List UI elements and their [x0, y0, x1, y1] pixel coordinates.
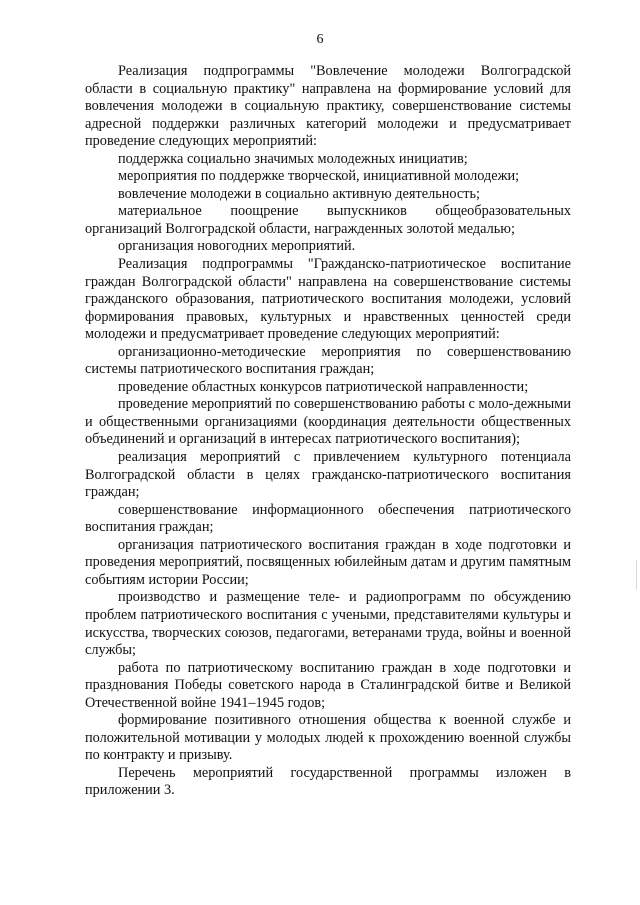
paragraph-youth-subprogram-intro: Реализация подпрограммы "Вовлечение молодежи Волгоградской области в социальную практику" направлена на формирование условий для вовлечения молодежи в социальную практику, совершенствование системы адресной поддержки различных категорий молодежи и предусматривает проведение следующих мероприятий:	[85, 63, 571, 150]
list-item-cultural-potential: реализация мероприятий с привлечением культурного потенциала Волгоградской области в целях гражданско-патриотического воспитания граждан;	[85, 449, 571, 501]
list-item-youth-initiatives: поддержка социально значимых молодежных инициатив;	[118, 150, 468, 167]
list-item-graduate-encouragement: материальное поощрение выпускников общеобразовательных организаций Волгоградской области, награжденных золотой медалью;	[85, 203, 571, 237]
list-item-information-support: совершенствование информационного обеспечения патриотического воспитания граждан;	[85, 501, 571, 536]
list-item-tv-radio-programs: производство и размещение теле- и радиопрограмм по обсуждению проблем патриотического воспитания с учеными, представителями культуры и искусства, творческих союзов, педагогами, ветеранами труда, войны и военной службы;	[85, 589, 571, 659]
list-item-military-service: формирование позитивного отношения общества к военной службе и положительной мотивации у молодых людей к прохождению военной службы по контракту и призыву.	[85, 712, 571, 764]
paragraph-appendix-reference: Перечень мероприятий государственной программы изложен в приложении 3.	[85, 764, 571, 799]
list-item-memorial-events: организация патриотического воспитания граждан в ходе подготовки и проведения мероприятий, посвященных юбилейным датам и другим памятным событиям истории России;	[85, 536, 571, 588]
list-item-new-year-events: организация новогодних мероприятий.	[118, 238, 356, 255]
list-item-methodical-events: организационно-методические мероприятия по совершенствованию системы патриотического воспитания граждан;	[85, 343, 571, 378]
scan-edge-mark	[636, 560, 637, 590]
page-number: 6	[316, 32, 324, 47]
document-body	[85, 63, 571, 800]
list-item-regional-contests: проведение областных конкурсов патриотической направленности;	[118, 378, 529, 395]
list-item-creative-youth: мероприятия по поддержке творческой, инициативной молодежи;	[118, 168, 520, 185]
list-item-social-activity: вовлечение молодежи в социально активную деятельность;	[118, 185, 480, 202]
list-item-stalingrad-victory: работа по патриотическому воспитанию граждан в ходе подготовки и празднования Победы советского народа в Сталинградской битве и Великой Отечественной войне 1941–1945 годов;	[85, 659, 571, 711]
list-item-youth-organizations: проведение мероприятий по совершенствованию работы с моло-дежными и общественными организациями (координация деятельности общественных объединений и организаций в интересах патриотического воспитания);	[85, 396, 571, 448]
paragraph-patriotic-subprogram-intro: Реализация подпрограммы "Гражданско-патриотическое воспитание граждан Волгоградской области" направлена на совершенствование системы гражданского образования, патриотического воспитания молодежи, условий формирования правовых, культурных и нравственных ценностей среди молодежи и предусматривает проведение следующих мероприятий:	[85, 256, 571, 343]
